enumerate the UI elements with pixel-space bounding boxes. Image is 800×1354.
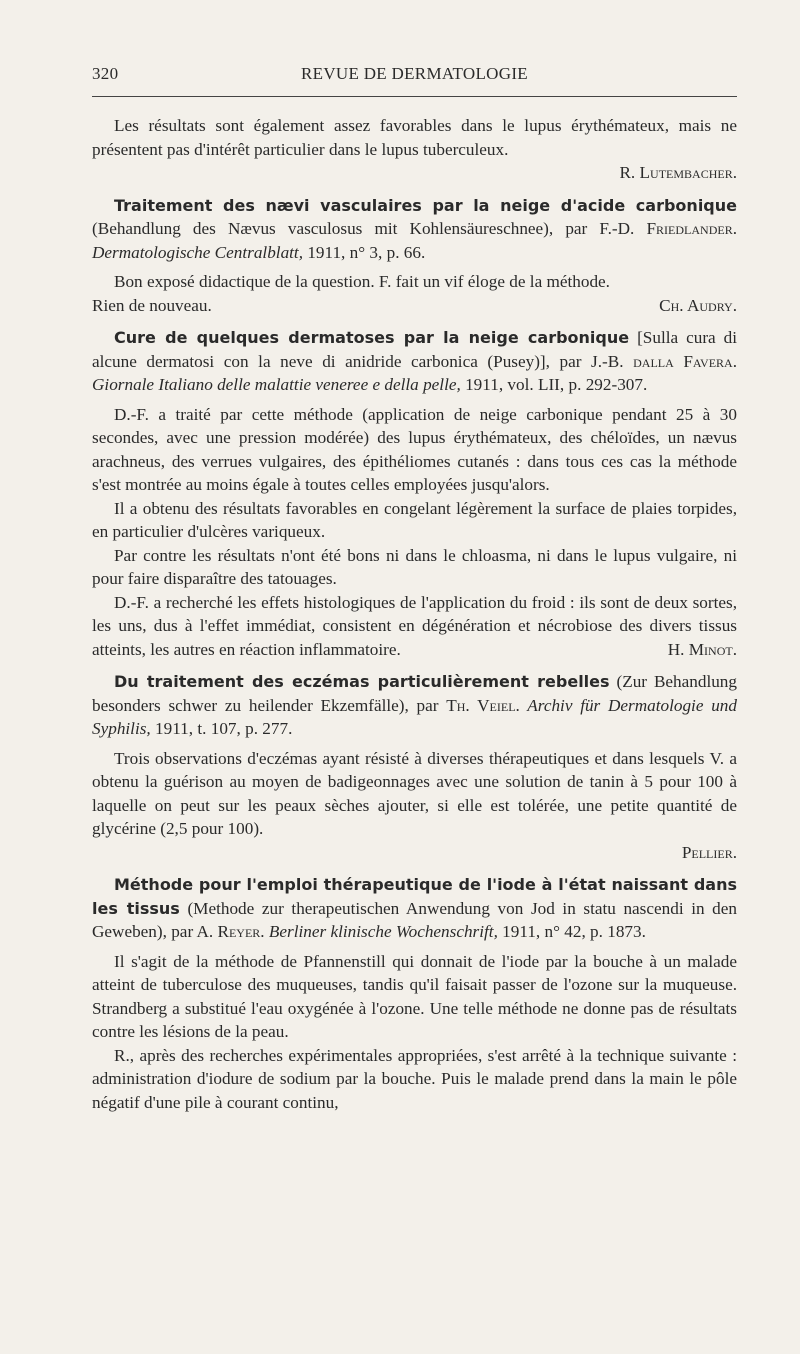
paragraph: D.-F. a recherché les effets histologiques de l'application du froid : ils sont de deux sortes, les uns, dus à l'effet immédiat, consistent en dégénération et nécrobiose des divers tissus atteints, les autres en réaction inflammatoire. (92, 592, 737, 659)
article-title: Cure de quelques dermatoses par la neige carbonique (114, 328, 630, 347)
paragraph-end: Rien de nouveau. (92, 295, 212, 315)
paragraph: Trois observations d'eczémas ayant résisté à diverses thérapeutiques et dans lesquels V. a obtenu la guérison au moyen de badigeonnages avec une solution de tanin à 5 pour 100 à laquelle on peut sur les peaux sèches ajouter, si elle est tolérée, une petite quantité de glycérine (2,5 pour 100). (92, 748, 737, 838)
article-title: Traitement des nævi vasculaires par la neige d'acide carbonique (114, 195, 737, 215)
signature-line (92, 294, 737, 318)
article-title: Du traitement des eczémas particulièrement rebelles (114, 672, 610, 691)
running-title: REVUE DE DERMATOLOGIE (301, 64, 528, 83)
signature: H. Minot. (667, 639, 737, 659)
journal: Berliner klinische Wochenschrift, (264, 922, 498, 941)
paragraph: Il a obtenu des résultats favorables en congelant légèrement la surface de plaies torpides, en particulier d'ulcères variqueux. (92, 498, 737, 541)
signature: Pellier. (681, 842, 737, 862)
journal: Archiv für Dermatologie und Syphilis, (92, 695, 737, 738)
signature: R. Lutembacher. (619, 163, 737, 182)
article-heading: Méthode pour l'emploi thérapeutique de l'iode à l'état naissant dans les tissus (Methode zur therapeutischen Anwendung von Jod in statu nascendi in den Geweben), par A. Reyer. Berliner klinische Wochenschrift, 1911, n° 42, p. 1873. (92, 875, 737, 941)
author: Reyer. (217, 922, 265, 941)
article-heading: Du traitement des eczémas particulièrement rebelles (Zur Behandlung besonders schwer zu heilender Ekzemfälle), par Th. Veiel. Archiv für Dermatologie und Syphilis, 1911, t. 107, p. 277. (92, 672, 737, 738)
author: Friedlander. (646, 219, 737, 238)
signature: Ch. Audry. (659, 295, 737, 315)
page-number: 320 (92, 64, 119, 83)
author: dalla Favera. (633, 351, 737, 371)
article-heading: Traitement des nævi vasculaires par la neige d'acide carbonique (Behandlung des Nævus vasculosus mit Kohlensäureschnee), par F.-D. Friedlander. Dermatologische Centralblatt, 1911, n° 3, p. 66. (92, 195, 737, 262)
paragraph: Les résultats sont également assez favorables dans le lupus érythémateux, mais ne présentent pas d'intérêt particulier dans le lupus tuberculeux. (92, 116, 737, 159)
author: Th. Veiel. (446, 695, 520, 715)
article-title: Méthode pour l'emploi thérapeutique de l'iode à l'état naissant dans les tissus (92, 875, 737, 918)
journal: Giornale Italiano delle malattie veneree e della pelle, (92, 375, 461, 394)
paragraph: R., après des recherches expérimentales appropriées, s'est arrêté à la technique suivante : administration d'iodure de sodium par la bouche. Puis le malade prend dans la main le pôle négatif d'une pile à courant continu, (92, 1045, 737, 1112)
running-head (92, 64, 737, 86)
article-heading: Cure de quelques dermatoses par la neige carbonique [Sulla cura di alcune dermatosi con la neve di anidride carbonica (Pusey)], par J.-B. dalla Favera. Giornale Italiano delle malattie veneree e della pelle, 1911, vol. LII, p. 292-307. (92, 328, 738, 394)
journal: Dermatologische Centralblatt, (92, 242, 304, 262)
paragraph: Il s'agit de la méthode de Pfannenstill qui donnait de l'iode par la bouche à un malade atteint de tuberculose des muqueuses, tandis qu'il faisait passer de l'ozone sur la muqueuse. Strandberg a substitué l'eau oxygénée à l'ozone. Une telle méthode ne donne pas de résultats contre les lésions de la peau. (92, 951, 737, 1041)
paragraph: D.-F. a traité par cette méthode (application de neige carbonique pendant 25 à 30 secondes, avec une pression modérée) des lupus érythémateux, des chéloïdes, un nævus arachneus, des verrues vulgaires, des épithéliomes cutanés : dans tous ces cas la méthode s'est montrée au moins égale à toutes celles employées jusqu'alors. (92, 404, 737, 494)
paragraph: Par contre les résultats n'ont été bons ni dans le chloasma, ni dans le lupus vulgaire, ni pour faire disparaître des tatouages. (92, 545, 737, 588)
paragraph: Bon exposé didactique de la question. F. fait un vif éloge de la méthode. (114, 272, 610, 291)
article-body (92, 114, 737, 1114)
header-rule (92, 96, 737, 97)
